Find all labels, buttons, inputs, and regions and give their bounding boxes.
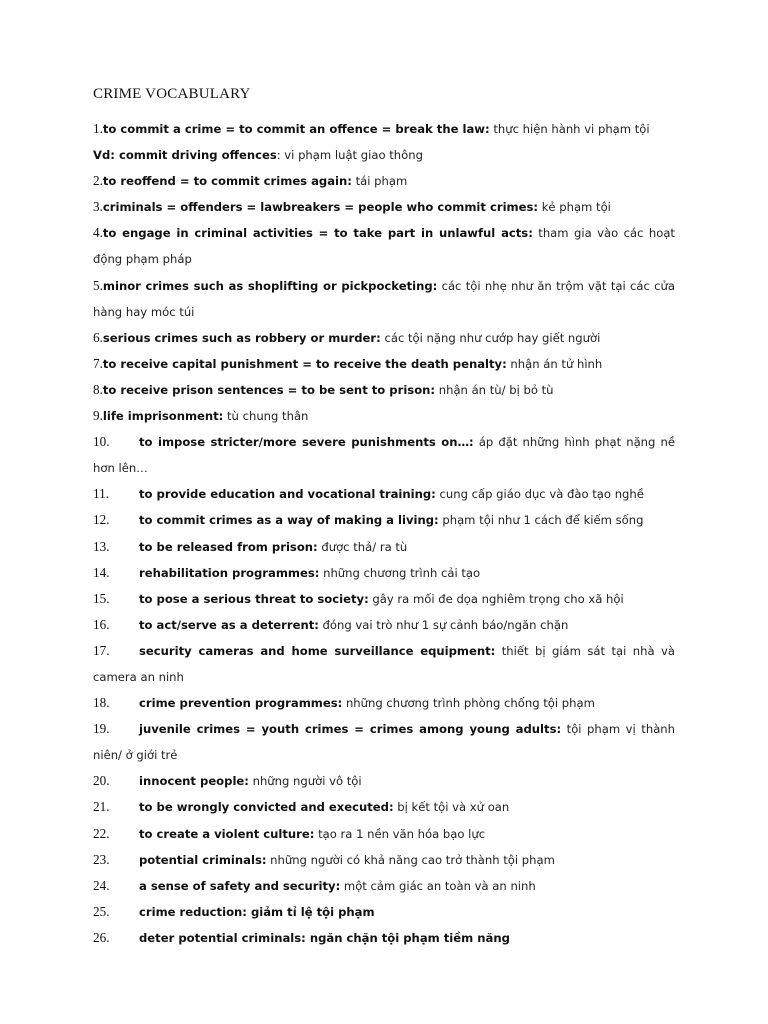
entry-term: criminals = offenders = lawbreakers = people who commit crimes: [102, 200, 539, 215]
entry-term: a sense of safety and security: [139, 878, 341, 893]
vocab-entry [93, 794, 675, 820]
entry-term: serious crimes such as robbery or murder: [102, 330, 381, 345]
entry-meaning: thực hiện hành vi phạm tội [489, 122, 650, 136]
entry-meaning: những người vô tội [248, 774, 362, 789]
vocab-entry [93, 220, 675, 272]
entry-number: 17. [93, 642, 110, 658]
vocab-entry [93, 351, 675, 377]
entry-number: 20. [93, 773, 110, 789]
entry-meaning: nhận án tử hình [506, 356, 603, 371]
entry-term: to create a violent culture: [139, 826, 315, 841]
entry-meaning: được thả/ ra tù [317, 539, 408, 554]
entry-term: to pose a serious threat to society: [139, 591, 369, 606]
entry-meaning: đóng vai trò như 1 sự cảnh báo/ngăn chặn [318, 617, 569, 632]
entry-meaning: kẻ phạm tội [538, 200, 611, 215]
entry-number: 19. [93, 721, 110, 737]
vocab-entry [93, 168, 675, 194]
entry-number: 6. [93, 329, 103, 345]
entry-number: 14. [93, 564, 110, 580]
entry-number: 18. [93, 695, 110, 711]
vocab-entry [93, 429, 675, 481]
entry-meaning: áp đặt những hình phạt nặng nề hơn lên… [93, 435, 675, 476]
vocab-entry [93, 142, 675, 168]
vocab-entry [93, 377, 675, 403]
entry-number: 4. [93, 225, 103, 241]
entry-term: rehabilitation programmes: [139, 565, 320, 580]
entry-number: 16. [93, 616, 110, 632]
vocab-entry [93, 925, 675, 951]
vocab-entry [93, 873, 675, 899]
entry-term: potential criminals: [139, 852, 267, 867]
entry-term: crime prevention programmes: [139, 696, 343, 711]
vocab-entry [93, 273, 675, 325]
vocab-entry [93, 534, 675, 560]
vocab-entry [93, 690, 675, 716]
entry-number: 5. [93, 277, 103, 293]
entry-number: 11. [93, 486, 109, 502]
entry-meaning: một cảm giác an toàn và an ninh [340, 878, 536, 893]
vocab-entry [93, 116, 675, 142]
entry-term: to act/serve as a deterrent: [139, 617, 319, 632]
vocab-entry [93, 194, 675, 220]
entry-number: 12. [93, 512, 110, 528]
vocab-entry [93, 847, 675, 873]
entry-term: security cameras and home surveillance equipment: [139, 643, 496, 658]
entry-meaning: những người có khả năng cao trở thành tội phạm [266, 852, 555, 867]
entry-meaning: nhận án tù/ bị bỏ tù [435, 382, 554, 397]
entry-term: to engage in criminal activities = to take part in unlawful acts: [102, 226, 533, 241]
vocab-entry [93, 638, 675, 690]
entry-term: crime reduction: giảm tỉ lệ tội phạm [139, 904, 375, 919]
vocab-entry [93, 768, 675, 794]
vocab-entry [93, 507, 675, 533]
entry-term: deter potential criminals: ngăn chặn tội phạm tiềm năng [139, 930, 510, 945]
entry-number: 8. [93, 381, 103, 397]
entry-term: to commit crimes as a way of making a living: [139, 513, 439, 528]
vocab-entry [93, 481, 675, 507]
entry-number: 10. [93, 434, 110, 450]
entry-term: Vd: commit driving offences [93, 148, 277, 163]
entry-term: to commit a crime = to commit an offence = break the law: [102, 122, 490, 136]
entry-term: to provide education and vocational training: [139, 487, 436, 502]
entry-meaning: tái phạm [351, 174, 408, 189]
entry-number: 21. [93, 799, 110, 815]
entry-number: 9. [93, 408, 103, 424]
page-title: CRIME VOCABULARY [93, 86, 251, 102]
vocabulary-list [93, 116, 675, 951]
vocab-entry [93, 716, 675, 768]
entry-term: to reoffend = to commit crimes again: [102, 174, 352, 189]
vocab-entry [93, 560, 675, 586]
entry-meaning: bị kết tội và xử oan [393, 800, 510, 815]
entry-term: to impose stricter/more severe punishments on…: [139, 435, 474, 450]
vocab-entry [93, 586, 675, 612]
entry-number: 3. [93, 199, 103, 215]
entry-term: minor crimes such as shoplifting or pickpocketing: [102, 278, 438, 293]
entry-number: 25. [93, 903, 110, 919]
entry-term: to be released from prison: [139, 539, 318, 554]
vocab-entry [93, 612, 675, 638]
vocab-entry [93, 821, 675, 847]
entry-number: 13. [93, 538, 110, 554]
entry-meaning: cung cấp giáo dục và đào tạo nghề [435, 487, 644, 502]
entry-meaning: những chương trình cải tạo [319, 565, 481, 580]
entry-meaning: : vi phạm luật giao thông [276, 148, 423, 163]
vocab-entry [93, 899, 675, 925]
entry-meaning: phạm tội như 1 cách để kiếm sống [438, 513, 644, 528]
entry-number: 2. [93, 173, 103, 189]
entry-term: to receive prison sentences = to be sent to prison: [102, 382, 436, 397]
entry-meaning: tù chung thân [223, 409, 309, 424]
entry-term: innocent people: [139, 774, 249, 789]
entry-term: to be wrongly convicted and executed: [139, 800, 394, 815]
vocab-entry [93, 403, 675, 429]
entry-number: 15. [93, 590, 110, 606]
entry-term: juvenile crimes = youth crimes = crimes among young adults: [139, 722, 562, 737]
entry-meaning: tội phạm vị thành niên/ ở giới trẻ [93, 722, 675, 763]
entry-term: life imprisonment: [102, 409, 224, 424]
entry-number: 24. [93, 877, 110, 893]
entry-meaning: tham gia vào các hoạt động phạm pháp [93, 226, 675, 267]
entry-number: 7. [93, 355, 103, 371]
entry-number: 23. [93, 851, 110, 867]
entry-meaning: những chương trình phòng chống tội phạm [342, 696, 595, 711]
entry-number: 1. [93, 121, 103, 136]
entry-number: 22. [93, 825, 110, 841]
entry-meaning: gây ra mối đe dọa nghiêm trọng cho xã hội [368, 591, 624, 606]
entry-meaning: các tội nặng như cướp hay giết người [380, 330, 601, 345]
entry-meaning: các tội nhẹ như ăn trộm vặt tại các cửa hàng hay móc túi [93, 278, 675, 319]
entry-number: 26. [93, 929, 110, 945]
vocab-entry [93, 325, 675, 351]
entry-term: to receive capital punishment = to receive the death penalty: [102, 356, 507, 371]
entry-meaning: thiết bị giám sát tại nhà và camera an ninh [93, 643, 676, 684]
entry-meaning: tạo ra 1 nền văn hóa bạo lực [314, 826, 486, 841]
